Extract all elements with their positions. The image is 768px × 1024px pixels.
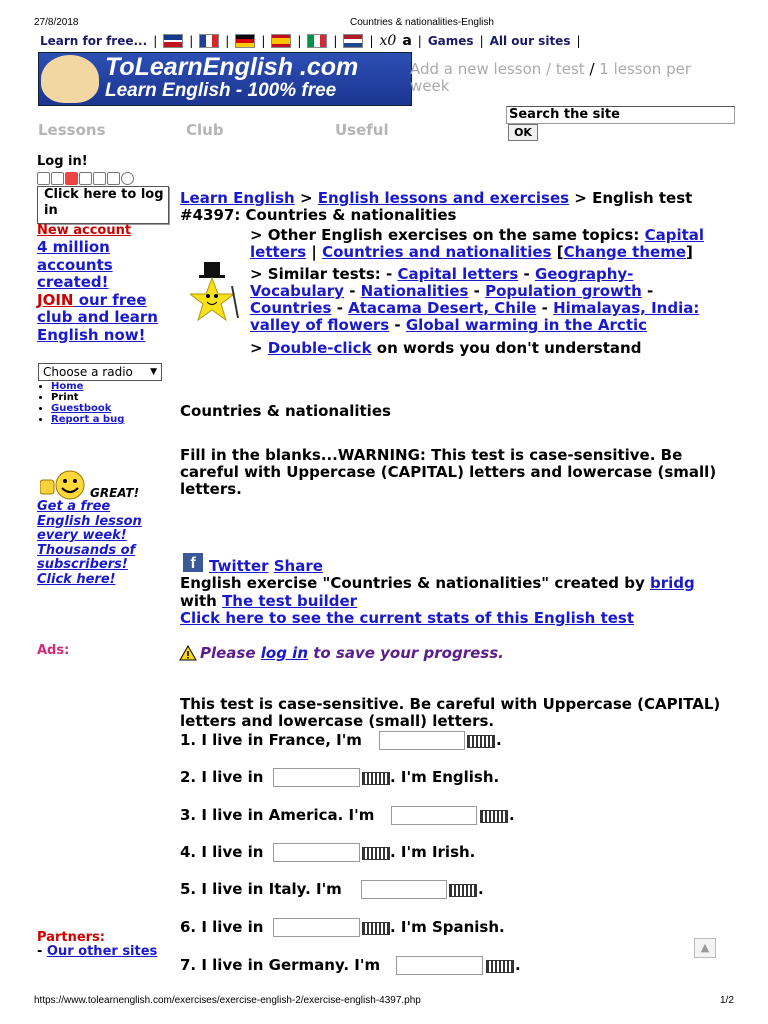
q1-after: . xyxy=(496,731,502,749)
similar-population[interactable]: Population growth xyxy=(485,282,642,300)
formula-icon[interactable]: x0 xyxy=(379,33,397,49)
q5-before: 5. I live in Italy. I'm xyxy=(180,880,342,898)
q3-after: . xyxy=(509,806,515,824)
breadcrumb-current: > English test #4397: Countries & nationalities xyxy=(180,189,693,224)
add-lesson-slash: / xyxy=(589,60,595,78)
similar-atacama[interactable]: Atacama Desert, Chile xyxy=(348,299,537,317)
flag-it-icon[interactable] xyxy=(307,34,327,48)
breadcrumb-lessons[interactable]: English lessons and exercises xyxy=(317,189,570,207)
million-accounts-link[interactable]: 4 million accounts created! xyxy=(37,238,113,291)
question-4 xyxy=(180,843,263,861)
keyboard-icon[interactable] xyxy=(362,847,390,860)
other-sites-link[interactable]: Our other sites xyxy=(46,944,158,959)
q3-before: 3. I live in America. I'm xyxy=(180,806,375,824)
topic-countries[interactable]: Countries and nationalities xyxy=(322,243,552,261)
share-link[interactable]: Share xyxy=(273,557,323,575)
sidebar-item-home[interactable]: Home xyxy=(51,381,84,392)
nav-club[interactable]: Club xyxy=(186,121,224,139)
keyboard-icon[interactable] xyxy=(362,922,390,935)
flag-es-icon[interactable] xyxy=(271,34,291,48)
progress-notice xyxy=(200,644,504,662)
site-logo[interactable] xyxy=(38,52,412,106)
doubleclick-prefix: > xyxy=(250,339,268,357)
q5-answer-input[interactable] xyxy=(361,880,447,899)
join-block xyxy=(37,239,167,344)
logo-subtitle: Learn English - 100% free xyxy=(105,80,337,101)
top-bar: Learn for free... | | | | | | | x0 a | Games | All our sites | xyxy=(40,33,581,49)
sidebar-item-guestbook[interactable]: Guestbook xyxy=(51,403,112,414)
topics-prefix: > Other English exercises on the same topics: xyxy=(250,226,645,244)
nav-lessons[interactable]: Lessons xyxy=(38,121,106,139)
join-rest-link[interactable]: our free club and learn English now! xyxy=(37,290,158,344)
thumbs-up-smiley-icon xyxy=(40,470,86,500)
facebook-icon[interactable]: f xyxy=(183,553,203,572)
new-account-link[interactable]: New account xyxy=(37,223,132,238)
partners-dash: - xyxy=(37,944,47,959)
question-6 xyxy=(180,918,263,936)
mail-icon[interactable] xyxy=(37,172,50,185)
created-text: English exercise "Countries & nationalities" created by xyxy=(180,574,650,592)
flag-nl-icon[interactable] xyxy=(343,34,363,48)
q7-before: 7. I live in Germany. I'm xyxy=(180,956,381,974)
sound-icon[interactable] xyxy=(93,172,106,185)
question-2 xyxy=(180,768,263,786)
chevron-up-icon: ▲ xyxy=(700,941,710,954)
footer-page: 1/2 xyxy=(720,995,734,1006)
topic-capital-letters[interactable]: Capital letters xyxy=(250,226,705,261)
q1-before: 1. I live in France, I'm xyxy=(180,731,362,749)
topics-bracket-close: ] xyxy=(686,243,693,261)
join-link[interactable]: JOIN xyxy=(37,290,74,309)
stats-link[interactable]: Click here to see the current stats of this English test xyxy=(180,609,635,627)
topics-bar: | xyxy=(306,243,323,261)
q2-after: . I'm English. xyxy=(390,768,500,786)
other-sites-row xyxy=(37,944,157,959)
q4-before: 4. I live in xyxy=(180,843,264,861)
document-icon[interactable] xyxy=(107,172,120,185)
doubleclick-line xyxy=(250,339,641,357)
nav-useful[interactable]: Useful xyxy=(335,121,389,139)
login-label: Log in! xyxy=(37,154,88,169)
ads-label: Ads: xyxy=(37,643,70,658)
keyboard-icon[interactable] xyxy=(480,810,508,823)
free-lesson-link[interactable]: Get a free English lesson every week! Thousands of subscribers! Click here! xyxy=(37,499,142,587)
change-theme-link[interactable]: Change theme xyxy=(563,243,687,261)
topics-line xyxy=(250,227,720,261)
question-5 xyxy=(180,880,342,898)
q7-answer-input[interactable] xyxy=(396,956,483,975)
partners-label: Partners: xyxy=(37,930,105,945)
q3-answer-input[interactable] xyxy=(391,806,477,825)
q2-answer-input[interactable] xyxy=(273,768,360,787)
q6-answer-input[interactable] xyxy=(273,918,360,937)
similar-countries[interactable]: Countries xyxy=(250,299,332,317)
author-link[interactable]: bridg xyxy=(649,574,695,592)
scroll-top-button[interactable] xyxy=(694,938,716,958)
games-link[interactable]: Games xyxy=(427,34,474,48)
flag-uk-icon[interactable] xyxy=(163,34,183,48)
similar-tests: > Similar tests: - Capital letters - Geography-Vocabulary - Nationalities - Population growth - Countries - Atacama Desert, Chile - Himalayas, India: valley of flowers - Global warming in the Arctic xyxy=(250,265,700,334)
add-lesson-link[interactable]: Add a new lesson / test xyxy=(410,60,585,78)
keyboard-icon[interactable] xyxy=(486,960,514,973)
created-with: with xyxy=(180,591,223,610)
q6-after: . I'm Spanish. xyxy=(390,918,505,936)
logo-title: ToLearnEnglish .com xyxy=(105,53,359,81)
close-icon[interactable] xyxy=(121,172,134,185)
sidebar-list xyxy=(38,381,124,425)
q6-before: 6. I live in xyxy=(180,918,264,936)
warning-icon xyxy=(179,645,197,665)
topics-bracket-open: [ xyxy=(551,243,564,261)
lesson-per-week-link[interactable]: 1 lesson per week xyxy=(410,60,691,95)
similar-arctic[interactable]: Global warming in the Arctic xyxy=(405,316,648,334)
progress-please: Please xyxy=(200,644,261,662)
keyboard-icon[interactable] xyxy=(449,884,477,897)
similar-prefix: > Similar tests: - xyxy=(250,265,398,283)
keyboard-icon[interactable] xyxy=(467,735,495,748)
sidebar-item-report-bug[interactable]: Report a bug xyxy=(51,414,125,425)
flag-fr-icon[interactable] xyxy=(199,34,219,48)
q1-answer-input[interactable] xyxy=(379,731,465,750)
test-builder-link[interactable]: The test builder xyxy=(222,591,358,610)
login-box-button[interactable]: Click here to log in xyxy=(37,186,169,224)
social-links xyxy=(209,557,323,575)
chevron-down-icon: ▼ xyxy=(150,367,157,377)
all-sites-link[interactable]: All our sites xyxy=(489,34,571,48)
radio-select-value: Choose a radio xyxy=(43,365,133,379)
sidebar-item-print[interactable]: Print xyxy=(51,392,79,403)
q5-after: . xyxy=(478,880,484,898)
flag-de-icon[interactable] xyxy=(235,34,255,48)
keyboard-icon[interactable] xyxy=(362,772,390,785)
similar-geography[interactable]: Geography-Vocabulary xyxy=(250,265,634,300)
q4-after: . I'm Irish. xyxy=(390,843,476,861)
search-ok-button[interactable]: OK xyxy=(508,124,538,141)
breadcrumb xyxy=(180,190,720,224)
instructions: Fill in the blanks...WARNING: This test is case-sensitive. Be careful with Uppercase (CAPITAL) letters and lowercase (small) letters. xyxy=(180,446,717,498)
doubleclick-link[interactable]: Double-click xyxy=(267,339,372,357)
question-7 xyxy=(180,956,380,974)
q4-answer-input[interactable] xyxy=(273,843,360,862)
learn-for-free-link[interactable]: Learn for free... xyxy=(40,34,148,48)
case-note: This test is case-sensitive. Be careful with Uppercase (CAPITAL) letters and lowercase (small) letters. xyxy=(180,695,721,730)
doubleclick-suffix: on words you don't understand xyxy=(371,339,642,357)
page-title: Countries & nationalities xyxy=(180,402,391,420)
q7-after: . xyxy=(515,956,521,974)
font-size-icon[interactable]: a xyxy=(402,33,412,49)
search-input[interactable]: Search the site xyxy=(506,106,735,124)
question-3 xyxy=(180,806,374,824)
footer-url: https://www.tolearnenglish.com/exercises/exercise-english-2/exercise-english-4397.php xyxy=(34,995,421,1006)
twitter-link[interactable]: Twitter xyxy=(209,557,269,575)
progress-login-link[interactable]: log in xyxy=(260,644,308,662)
similar-nationalities[interactable]: Nationalities xyxy=(360,282,469,300)
question-1 xyxy=(180,731,362,749)
great-label: GREAT! xyxy=(90,486,140,500)
q2-before: 2. I live in xyxy=(180,768,264,786)
print-title: Countries & nationalities-English xyxy=(350,17,494,28)
heart-icon[interactable] xyxy=(65,172,78,185)
similar-capital[interactable]: Capital letters xyxy=(397,265,519,283)
user-icon[interactable] xyxy=(51,172,64,185)
star-mascot-icon xyxy=(190,262,242,322)
breadcrumb-learn-english[interactable]: Learn English xyxy=(180,189,295,207)
similar-himalayas[interactable]: Himalayas, India: valley of flowers xyxy=(250,299,700,334)
radio-select[interactable] xyxy=(38,363,162,381)
list-icon[interactable] xyxy=(79,172,92,185)
breadcrumb-sep: > xyxy=(294,189,318,207)
created-by xyxy=(180,575,725,628)
progress-rest: to save your progress. xyxy=(308,644,504,662)
print-date: 27/8/2018 xyxy=(34,17,79,28)
mascot-icon xyxy=(41,55,99,103)
add-lesson-text xyxy=(410,61,730,95)
